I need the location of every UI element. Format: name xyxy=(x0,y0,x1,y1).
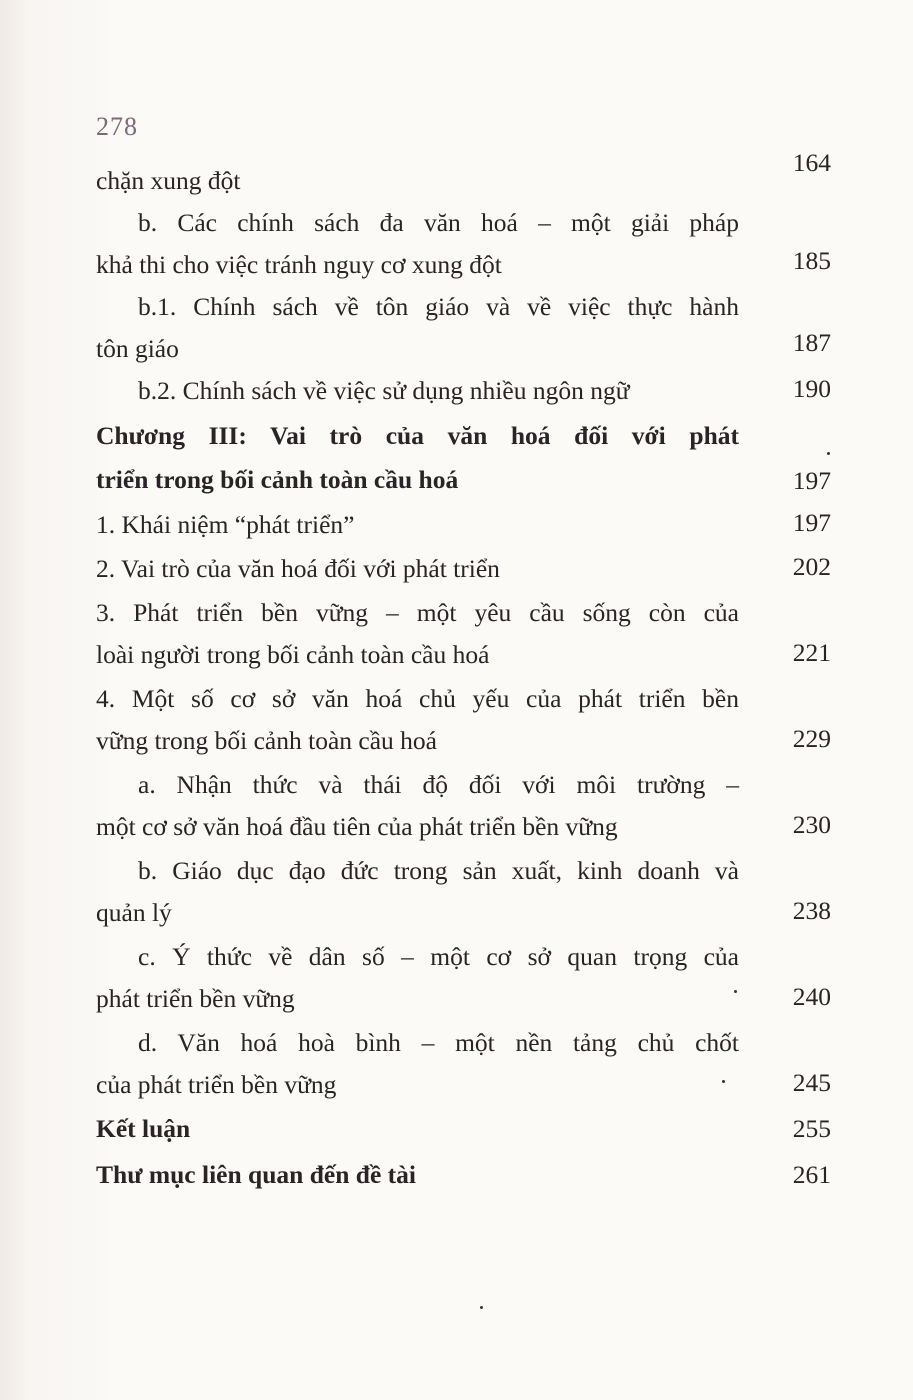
ink-speck xyxy=(722,1080,725,1083)
toc-entry xyxy=(96,148,831,202)
toc-chapter-entry xyxy=(96,414,831,502)
toc-page-number: 238 xyxy=(792,896,831,925)
toc-entry-text: triển trong bối cảnh toàn cầu hoá xyxy=(96,465,459,494)
toc-entry-text: 3. Phát triển bền vững – một yêu cầu sống còn của xyxy=(96,598,739,627)
toc-entry xyxy=(96,1022,831,1106)
toc-page-number: 197 xyxy=(792,508,831,537)
toc-entry-text: tôn giáo xyxy=(96,334,179,363)
toc-page-number: 229 xyxy=(792,724,831,753)
toc-page-number: 187 xyxy=(792,328,831,357)
page-number: 278 xyxy=(96,112,138,141)
toc-entry-text: Thư mục liên quan đến đề tài xyxy=(96,1160,416,1189)
table-of-contents xyxy=(96,148,831,1198)
toc-entry-text: b. Các chính sách đa văn hoá – một giải pháp xyxy=(138,208,739,237)
toc-page-number: 202 xyxy=(792,552,831,581)
toc-page-number: 164 xyxy=(792,148,831,177)
toc-entry-text: chặn xung đột xyxy=(96,166,241,195)
toc-page-number: 221 xyxy=(792,638,831,667)
toc-entry xyxy=(96,202,831,286)
toc-page-number: 255 xyxy=(792,1114,831,1143)
toc-entry xyxy=(96,286,831,370)
toc-page-number: 245 xyxy=(792,1068,831,1097)
toc-entry-text: Kết luận xyxy=(96,1114,191,1143)
toc-entry-text: loài người trong bối cảnh toàn cầu hoá xyxy=(96,640,490,669)
toc-entry xyxy=(96,548,831,590)
toc-entry-text: c. Ý thức về dân số – một cơ sở quan trọng của xyxy=(138,942,739,971)
toc-entry-text: 2. Vai trò của văn hoá đối với phát triển xyxy=(96,554,500,583)
toc-page-number: 197 xyxy=(792,466,831,495)
toc-entry xyxy=(96,850,831,934)
toc-section-entry xyxy=(96,1106,831,1152)
toc-page-number: 230 xyxy=(792,810,831,839)
toc-entry-text: Chương III: Vai trò của văn hoá đối với phát xyxy=(96,421,739,450)
toc-entry-text: b. Giáo dục đạo đức trong sản xuất, kinh doanh và xyxy=(138,856,739,885)
toc-entry-text: d. Văn hoá hoà bình – một nền tảng chủ chốt xyxy=(138,1028,739,1057)
toc-entry-text: quản lý xyxy=(96,898,172,927)
toc-entry-text: b.1. Chính sách về tôn giáo và về việc thực hành xyxy=(138,292,739,321)
toc-section-entry xyxy=(96,1152,831,1198)
ink-speck xyxy=(480,1306,483,1309)
toc-page-number: 240 xyxy=(792,982,831,1011)
toc-entry-text: vững trong bối cảnh toàn cầu hoá xyxy=(96,726,437,755)
toc-page-number: 190 xyxy=(792,374,831,403)
toc-entry-text: a. Nhận thức và thái độ đối với môi trường – xyxy=(138,770,739,799)
toc-entry-text: phát triển bền vững xyxy=(96,984,295,1013)
toc-entry xyxy=(96,592,831,676)
toc-entry-text: của phát triển bền vững xyxy=(96,1070,337,1099)
toc-page-number: 185 xyxy=(792,246,831,275)
ink-speck xyxy=(827,452,830,455)
toc-entry xyxy=(96,764,831,848)
toc-entry-text: 4. Một số cơ sở văn hoá chủ yếu của phát triển bền xyxy=(96,684,739,713)
toc-entry xyxy=(96,370,831,412)
toc-entry xyxy=(96,936,831,1020)
toc-entry-text: b.2. Chính sách về việc sử dụng nhiều ngôn ngữ xyxy=(138,376,630,405)
ink-speck xyxy=(734,990,737,993)
toc-page-number: 261 xyxy=(792,1160,831,1189)
toc-entry xyxy=(96,678,831,762)
toc-entry-text: 1. Khái niệm “phát triển” xyxy=(96,510,355,539)
toc-entry-text: khả thi cho việc tránh nguy cơ xung đột xyxy=(96,250,502,279)
toc-entry-text: một cơ sở văn hoá đầu tiên của phát triển bền vững xyxy=(96,812,618,841)
toc-entry xyxy=(96,504,831,546)
